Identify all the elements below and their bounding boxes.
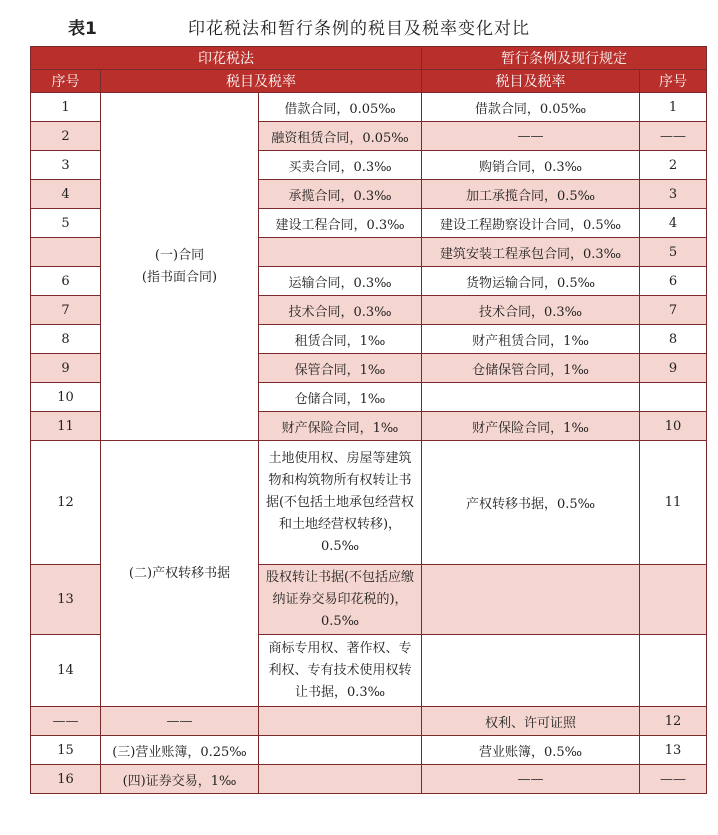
law-item-cell bbox=[259, 707, 422, 736]
law-seq-cell: 6 bbox=[31, 267, 101, 296]
law-seq-header: 序号 bbox=[31, 70, 101, 93]
law-item-cell: 保管合同，1‰ bbox=[259, 354, 422, 383]
law-item-cell: 土地使用权、房屋等建筑物和构筑物所有权转让书据(不包括土地承包经营权和土地经营权转移)，0.5‰ bbox=[259, 441, 422, 565]
reg-seq-cell: 12 bbox=[640, 707, 707, 736]
law-item-cell bbox=[259, 765, 422, 794]
reg-seq-cell: —— bbox=[640, 765, 707, 794]
reg-seq-cell: 4 bbox=[640, 209, 707, 238]
table-caption bbox=[30, 16, 706, 42]
law-item-cell: 商标专用权、著作权、专利权、专有技术使用权转让书据，0.3‰ bbox=[259, 635, 422, 707]
reg-seq-cell: 13 bbox=[640, 736, 707, 765]
reg-item-cell: 建设工程勘察设计合同，0.5‰ bbox=[422, 209, 640, 238]
table-row bbox=[31, 441, 707, 565]
table-title: 印花税法和暂行条例的税目及税率变化对比 bbox=[188, 19, 530, 39]
law-item-cell: 租赁合同，1‰ bbox=[259, 325, 422, 354]
law-item-cell: 融资租赁合同，0.05‰ bbox=[259, 122, 422, 151]
law-seq-cell: 16 bbox=[31, 765, 101, 794]
law-item-cell bbox=[259, 238, 422, 267]
reg-item-cell bbox=[422, 383, 640, 412]
group-contracts-line1: (一)合同 bbox=[154, 247, 205, 263]
law-seq-cell: 13 bbox=[31, 565, 101, 635]
law-seq-cell: 8 bbox=[31, 325, 101, 354]
law-item-cell: 财产保险合同，1‰ bbox=[259, 412, 422, 441]
table-row bbox=[31, 707, 707, 736]
reg-item-cell: 借款合同，0.05‰ bbox=[422, 93, 640, 122]
reg-item-cell: 产权转移书据，0.5‰ bbox=[422, 441, 640, 565]
law-item-cell bbox=[259, 736, 422, 765]
law-seq-cell: 12 bbox=[31, 441, 101, 565]
group-contracts bbox=[101, 93, 259, 441]
group-securities-trading: (四)证券交易，1‰ bbox=[101, 765, 259, 794]
table-number: 表1 bbox=[68, 19, 97, 39]
law-seq-cell: 5 bbox=[31, 209, 101, 238]
reg-seq-cell: 2 bbox=[640, 151, 707, 180]
reg-item-header: 税目及税率 bbox=[422, 70, 640, 93]
reg-seq-cell: 6 bbox=[640, 267, 707, 296]
law-seq-cell: 14 bbox=[31, 635, 101, 707]
reg-item-cell: 购销合同，0.3‰ bbox=[422, 151, 640, 180]
law-seq-cell bbox=[31, 238, 101, 267]
law-group-cell: —— bbox=[101, 707, 259, 736]
reg-item-cell: —— bbox=[422, 765, 640, 794]
law-item-cell: 股权转让书据(不包括应缴纳证券交易印花税的)，0.5‰ bbox=[259, 565, 422, 635]
group-contracts-line2: (指书面合同) bbox=[141, 269, 218, 285]
reg-item-cell: 加工承揽合同，0.5‰ bbox=[422, 180, 640, 209]
reg-item-cell: 货物运输合同，0.5‰ bbox=[422, 267, 640, 296]
law-header: 印花税法 bbox=[31, 47, 422, 70]
table-row bbox=[31, 765, 707, 794]
law-seq-cell: 7 bbox=[31, 296, 101, 325]
law-seq-cell: 1 bbox=[31, 93, 101, 122]
table-row bbox=[31, 93, 707, 122]
reg-item-cell: 技术合同，0.3‰ bbox=[422, 296, 640, 325]
law-item-cell: 仓储合同，1‰ bbox=[259, 383, 422, 412]
reg-seq-cell bbox=[640, 383, 707, 412]
law-item-cell: 借款合同，0.05‰ bbox=[259, 93, 422, 122]
reg-item-cell bbox=[422, 635, 640, 707]
reg-seq-cell bbox=[640, 635, 707, 707]
reg-item-cell: 财产租赁合同，1‰ bbox=[422, 325, 640, 354]
reg-item-cell bbox=[422, 565, 640, 635]
reg-seq-cell: 1 bbox=[640, 93, 707, 122]
group-property-transfer: (二)产权转移书据 bbox=[101, 441, 259, 707]
reg-item-cell: 仓储保管合同，1‰ bbox=[422, 354, 640, 383]
reg-seq-cell: 8 bbox=[640, 325, 707, 354]
comparison-table bbox=[30, 46, 707, 794]
law-item-cell: 运输合同，0.3‰ bbox=[259, 267, 422, 296]
reg-item-cell: 权利、许可证照 bbox=[422, 707, 640, 736]
reg-seq-cell: 5 bbox=[640, 238, 707, 267]
reg-seq-cell: —— bbox=[640, 122, 707, 151]
reg-seq-cell bbox=[640, 565, 707, 635]
reg-seq-header: 序号 bbox=[640, 70, 707, 93]
regulation-header: 暂行条例及现行规定 bbox=[422, 47, 707, 70]
table-row bbox=[31, 736, 707, 765]
law-seq-cell: 15 bbox=[31, 736, 101, 765]
reg-item-cell: 建筑安装工程承包合同，0.3‰ bbox=[422, 238, 640, 267]
law-item-cell: 技术合同，0.3‰ bbox=[259, 296, 422, 325]
law-seq-cell: 11 bbox=[31, 412, 101, 441]
header-row-2 bbox=[31, 70, 707, 93]
reg-seq-cell: 11 bbox=[640, 441, 707, 565]
law-seq-cell: 4 bbox=[31, 180, 101, 209]
law-item-cell: 承揽合同，0.3‰ bbox=[259, 180, 422, 209]
law-seq-cell: 10 bbox=[31, 383, 101, 412]
reg-seq-cell: 10 bbox=[640, 412, 707, 441]
reg-seq-cell: 3 bbox=[640, 180, 707, 209]
law-seq-cell: —— bbox=[31, 707, 101, 736]
law-item-cell: 建设工程合同，0.3‰ bbox=[259, 209, 422, 238]
reg-seq-cell: 7 bbox=[640, 296, 707, 325]
law-seq-cell: 9 bbox=[31, 354, 101, 383]
reg-item-cell: —— bbox=[422, 122, 640, 151]
reg-item-cell: 营业账簿，0.5‰ bbox=[422, 736, 640, 765]
reg-item-cell: 财产保险合同，1‰ bbox=[422, 412, 640, 441]
header-row-1 bbox=[31, 47, 707, 70]
law-seq-cell: 2 bbox=[31, 122, 101, 151]
reg-seq-cell: 9 bbox=[640, 354, 707, 383]
law-item-cell: 买卖合同，0.3‰ bbox=[259, 151, 422, 180]
group-business-books: (三)营业账簿，0.25‰ bbox=[101, 736, 259, 765]
law-item-header: 税目及税率 bbox=[101, 70, 422, 93]
law-seq-cell: 3 bbox=[31, 151, 101, 180]
